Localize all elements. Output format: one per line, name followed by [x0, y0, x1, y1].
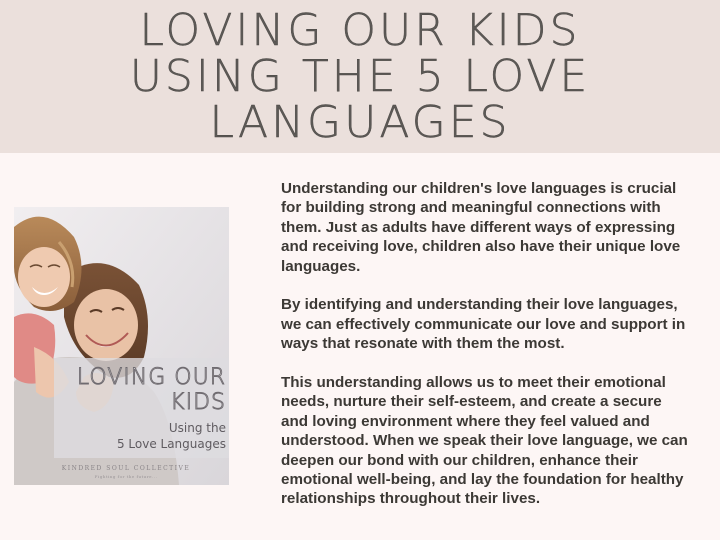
page-title-line-3: LANGUAGES — [209, 97, 511, 148]
cover-subtitle-line-2: 5 Love Languages — [116, 437, 226, 451]
cover-subtitle-line-1: Using the — [168, 421, 226, 435]
cover-subtitle — [62, 420, 226, 452]
paragraph-1: Understanding our children's love languages is crucial for building strong and meaningful connections with them. Just as adults have different ways of expressing and receiving love, children also have their unique love languages. — [281, 180, 681, 275]
paragraph-2: By identifying and understanding their love languages, we can effectively communicate our love and support in ways that resonate with them the most. — [281, 296, 686, 353]
title-banner — [0, 0, 720, 153]
cover-title-line-2: KIDS — [170, 390, 226, 415]
book-cover-image — [14, 207, 229, 485]
cover-title-line-1: LOVING OUR — [76, 365, 226, 390]
page-title-line-2: USING THE 5 LOVE — [129, 51, 591, 102]
cover-brand: KINDRED SOUL COLLECTIVE — [61, 465, 191, 472]
cover-title — [62, 365, 226, 415]
cover-tagline: Fighting for the future... — [94, 474, 158, 479]
paragraph-3: This understanding allows us to meet their emotional needs, nurture their self-esteem, and create a secure and loving environment where they feel valued and understood. When we speak their love language, we can deepen our bond with our children, enhance their emotional well-being, and lay the foundation for healthy relationships throughout their lives. — [281, 374, 688, 508]
body-text — [281, 179, 691, 528]
page-title — [0, 5, 720, 148]
page-title-line-1: LOVING OUR KIDS — [139, 5, 581, 56]
